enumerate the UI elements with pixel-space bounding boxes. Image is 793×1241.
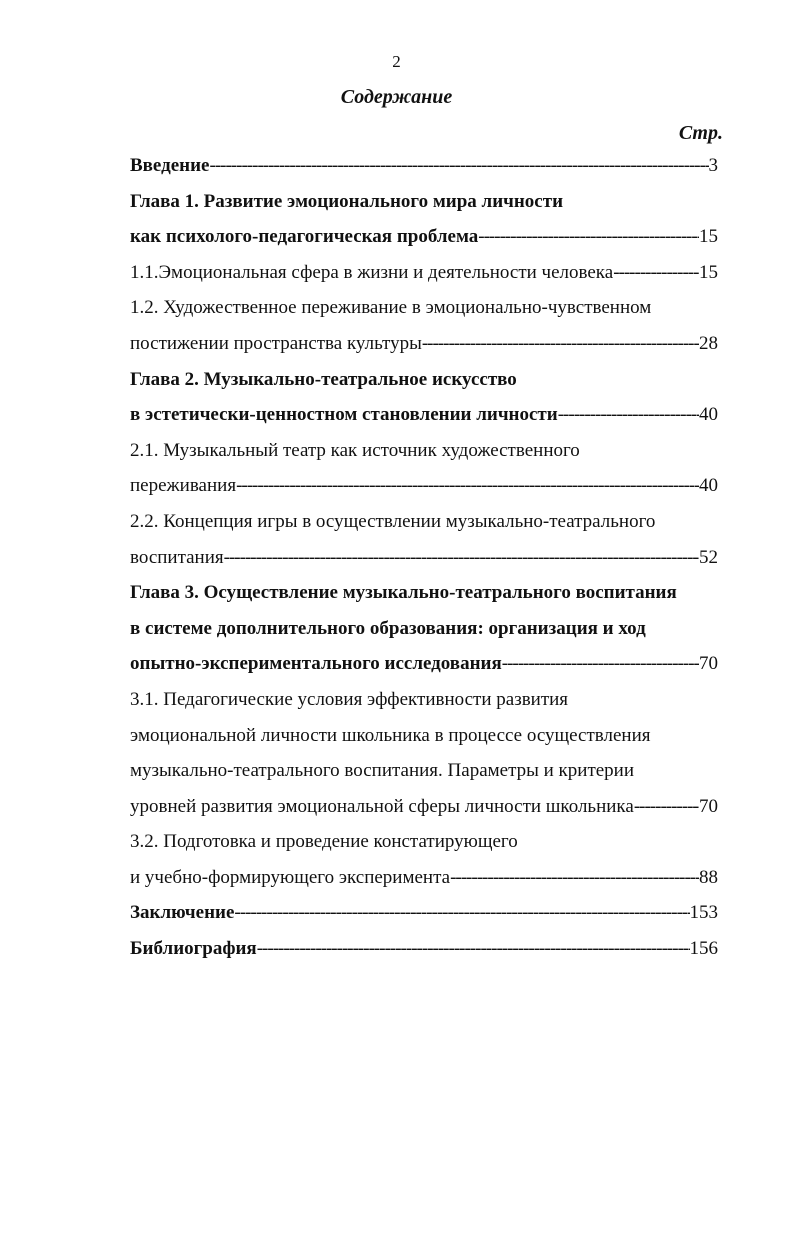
toc-title: Содержание: [340, 86, 453, 108]
toc-entry-1-2: постижении пространства культуры ----- 28: [130, 326, 718, 362]
toc-entry-2-1-title: 2.1. Музыкальный театр как источник художественного: [130, 439, 580, 461]
table-of-contents: [130, 148, 718, 967]
toc-entry-3-1: уровней развития эмоциональной сферы личности школьника ----- 70: [130, 789, 718, 825]
page-number: 2: [392, 52, 401, 71]
toc-entry-2-2-title: 2.2. Концепция игры в осуществлении музыкально-театрального: [130, 510, 656, 532]
toc-entry-chapter-2: в эстетически-ценностном становлении личности ----- 40: [130, 397, 718, 433]
toc-chapter-3-title: Глава 3. Осуществление музыкально-театрального воспитания: [130, 582, 677, 604]
toc-entry-3-2: и учебно-формирующего эксперимента ----- 88: [130, 860, 718, 896]
toc-entry-1-1: 1.1.Эмоциональная сфера в жизни и деятельности человека ----- 15: [130, 255, 718, 291]
toc-entry-1-2-title: 1.2. Художественное переживание в эмоционально-чувственном: [130, 297, 652, 319]
toc-entry-introduction: Введение ----- 3: [130, 148, 718, 184]
page-column-label: Стр.: [678, 122, 723, 144]
toc-entry-3-1-title-cont: эмоциональной личности школьника в процессе осуществления: [130, 724, 651, 746]
toc-entry-conclusion: Заключение ----- 153: [130, 895, 718, 931]
toc-entry-2-1: переживания ----- 40: [130, 468, 718, 504]
toc-entry-2-2: воспитания ----- 52: [130, 540, 718, 576]
toc-chapter-3-title-cont: в системе дополнительного образования: организация и ход: [130, 617, 646, 639]
toc-entry-bibliography: Библиография ----- 156: [130, 931, 718, 967]
toc-entry-chapter-1: как психолого-педагогическая проблема ----- 15: [130, 219, 718, 255]
toc-chapter-1-title: Глава 1. Развитие эмоционального мира личности: [130, 190, 564, 212]
toc-entry-3-1-title-cont2: музыкально-театрального воспитания. Параметры и критерии: [130, 760, 635, 782]
toc-entry-3-1-title: 3.1. Педагогические условия эффективности развития: [130, 688, 569, 710]
toc-entry-chapter-3: опытно-экспериментального исследования ----- 70: [130, 646, 718, 682]
toc-chapter-2-title: Глава 2. Музыкально-театральное искусство: [130, 368, 517, 390]
toc-entry-3-2-title: 3.2. Подготовка и проведение констатирующего: [130, 831, 518, 853]
